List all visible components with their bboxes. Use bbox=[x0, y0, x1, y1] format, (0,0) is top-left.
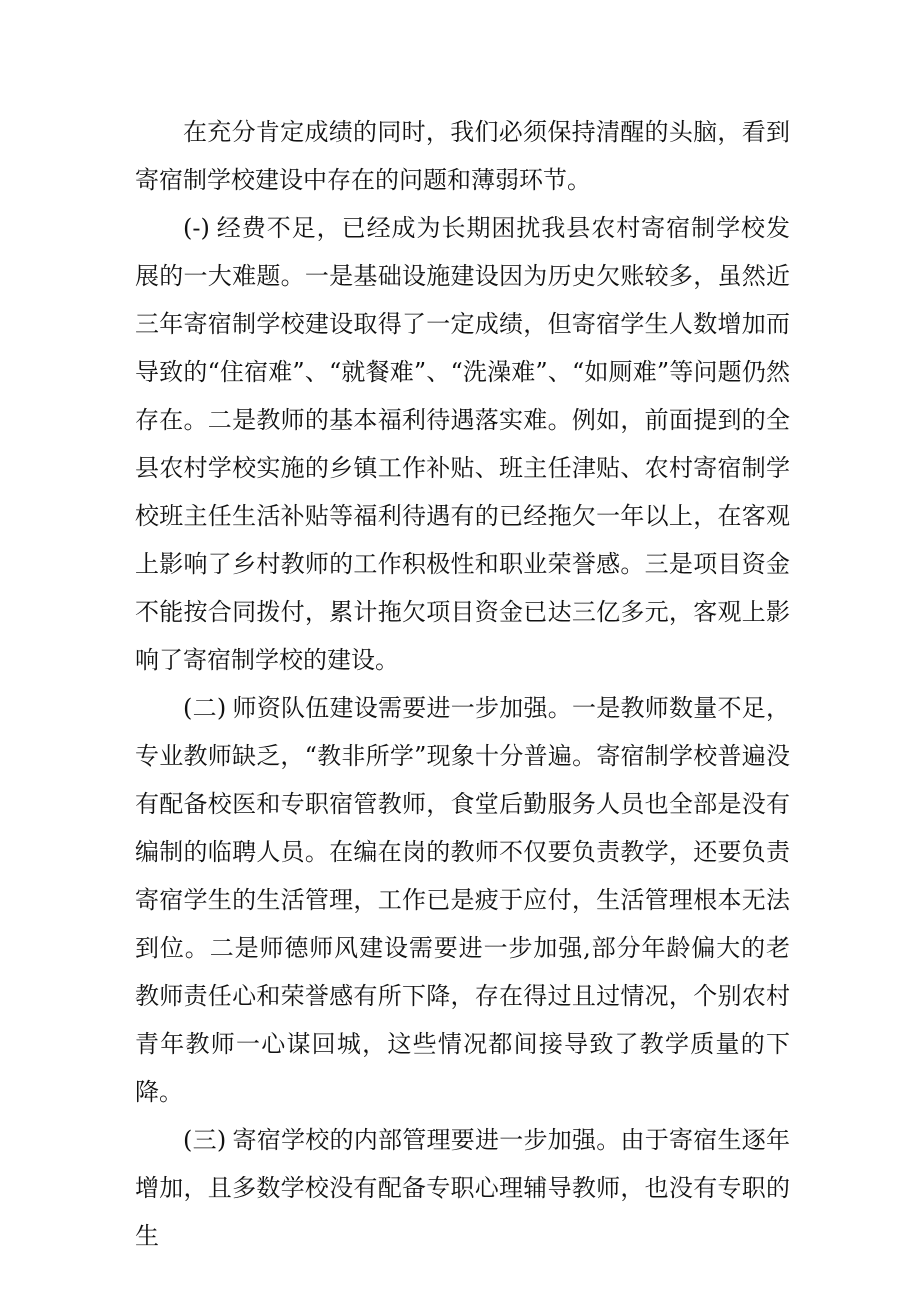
paragraph-section-2 bbox=[135, 684, 790, 1116]
document-body bbox=[135, 108, 790, 1260]
paragraph-section-3-text: 寄宿学校的内部管理要进一步加强。由于寄宿生逐年增加，且多数学校没有配备专职心理辅导教师，也没有专职的生 bbox=[135, 1126, 790, 1250]
paragraph-section-3 bbox=[135, 1116, 790, 1260]
section-3-marker: (三) bbox=[183, 1126, 227, 1154]
section-1-marker: (-) bbox=[183, 214, 210, 242]
paragraph-section-2-text: 师资队伍建设需要进一步加强。一是教师数量不足，专业教师缺乏，“教非所学”现象十分普遍。寄宿制学校普遍没有配备校医和专职宿管教师，食堂后勤服务人员也全部是没有编制的临聘人员。在编在岗的教师不仅要负责教学，还要负责寄宿学生的生活管理，工作已是疲于应付，生活管理根本无法到位。二是师德师风建设需要进一步加强,部分年龄偏大的老教师责任心和荣誉感有所下降，存在得过且过情况，个别农村青年教师一心谋回城，这些情况都间接导致了教学质量的下降。 bbox=[135, 694, 790, 1106]
paragraph-intro-text: 在充分肯定成绩的同时，我们必须保持清醒的头脑，看到寄宿制学校建设中存在的问题和薄弱环节。 bbox=[135, 118, 790, 194]
paragraph-section-1-text: 经费不足，已经成为长期困扰我县农村寄宿制学校发展的一大难题。一是基础设施建设因为历史欠账较多，虽然近三年寄宿制学校建设取得了一定成绩，但寄宿学生人数增加而导致的“住宿难”、“就餐难”、“洗澡难”、“如厕难”等问题仍然存在。二是教师的基本福利待遇落实难。例如，前面提到的全县农村学校实施的乡镇工作补贴、班主任津贴、农村寄宿制学校班主任生活补贴等福利待遇有的已经拖欠一年以上，在客观上影响了乡村教师的工作积极性和职业荣誉感。三是项目资金不能按合同拨付，累计拖欠项目资金已达三亿多元，客观上影响了寄宿制学校的建设。 bbox=[135, 214, 790, 674]
section-2-marker: (二) bbox=[183, 694, 227, 722]
paragraph-section-1 bbox=[135, 204, 790, 684]
paragraph-intro bbox=[135, 108, 790, 204]
